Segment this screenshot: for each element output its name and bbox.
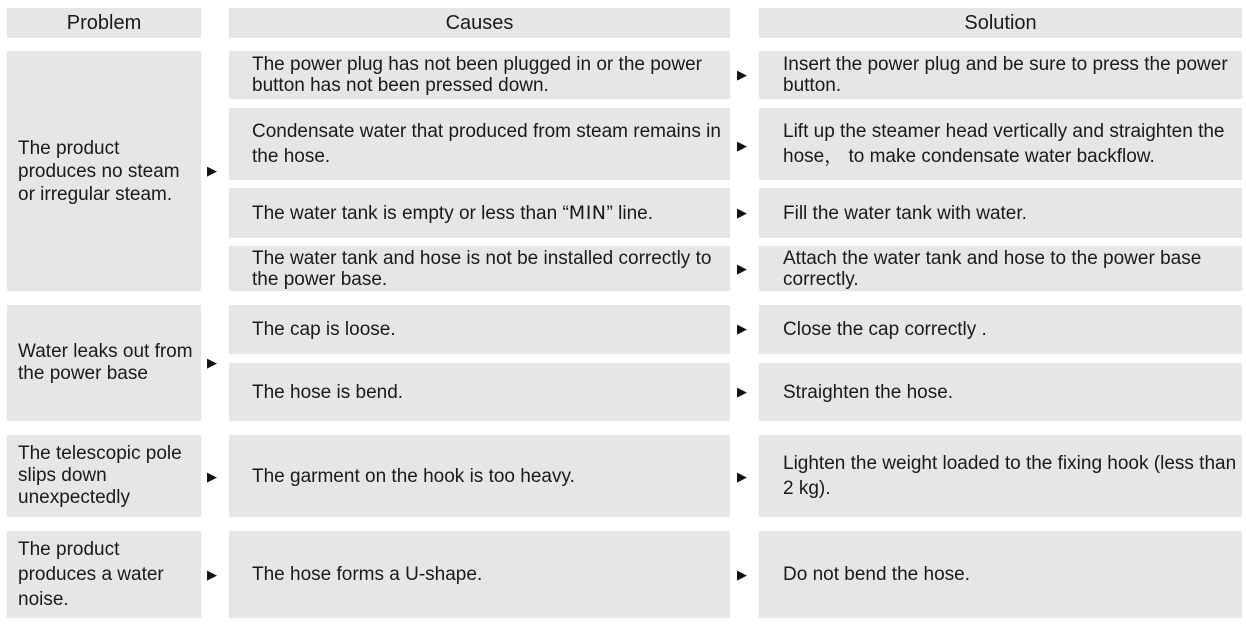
cause-line: Condensate water that produced from steam [252,121,628,142]
solution-line: Straighten the hose. [783,381,954,403]
cause-line: The power plug has not been plugged in or the [252,54,645,75]
solution-cell [759,435,1242,517]
problem-line: Water leaks out [18,341,150,362]
arrow-icon: ▶ [207,469,217,484]
problem-line: The telescopic [18,443,141,464]
cause-line: remains in the hose. [252,121,721,167]
problem-line: pole slips down [18,443,182,486]
arrow-icon: ▶ [737,138,747,153]
min-mark: MIN [568,201,607,224]
solution-cell [759,51,1242,99]
cause-line: correctly to the power base. [252,247,712,290]
solution-line: (less than 2 kg). [783,453,1237,499]
solution-line: Do not bend the hose. [783,564,970,585]
solution-line: Lighten the weight loaded to the fixing hook [783,453,1149,474]
header-problem: Problem [7,8,201,38]
solution-line: Close the cap correctly . [783,319,987,340]
problem-line: The product [18,137,120,159]
cause-line: The hose is bend. [252,381,404,403]
problem-line: The product [18,539,120,560]
solution-cell [759,246,1242,291]
solution-cell [759,531,1242,618]
quote-open: “ [562,202,569,224]
solution-line: the hose， to make condensate water backflow. [783,121,1225,167]
header-causes: Causes [229,8,730,38]
problem-line: water noise. [18,564,164,610]
arrow-icon: ▶ [737,205,747,220]
arrow-icon: ▶ [737,567,747,582]
problem-line: base [106,363,148,384]
cause-cell [229,305,730,354]
problem-line: produces no steam [18,160,180,182]
arrow-icon: ▶ [737,469,747,484]
cause-line: The hose forms a U-shape. [252,564,483,585]
cause-cell [229,363,730,421]
cause-line: The garment on the hook is too heavy. [252,465,575,487]
problem-cell-water-leaks [7,305,201,421]
solution-cell [759,305,1242,354]
quote-close-text: ” line. [606,202,653,224]
problem-cell-water-noise [7,531,201,618]
arrow-icon: ▶ [207,355,217,370]
cause-line: power button has not been pressed down. [252,54,702,96]
solution-line: the power button. [783,54,1228,96]
solution-line: Insert the power plug and be sure to press [783,54,1139,75]
cause-line [562,203,653,224]
cause-line: The water tank and hose is not be installed [252,247,614,269]
header-solution: Solution [759,8,1242,38]
cause-cell [229,51,730,99]
arrow-icon: ▶ [207,567,217,582]
solution-cell [759,363,1242,421]
cause-line: The water tank is empty or less than [252,202,558,224]
solution-line: Attach the water tank and hose to the power [783,247,1155,269]
cause-line: The cap is loose. [252,319,396,340]
cause-cell [229,188,730,238]
arrow-icon: ▶ [207,163,217,178]
solution-cell [759,188,1242,238]
cause-cell [229,531,730,618]
arrow-icon: ▶ [737,321,747,336]
solution-line: Fill the water tank with water. [783,202,1027,224]
problem-cell-no-steam [7,51,201,291]
arrow-icon: ▶ [737,67,747,82]
problem-line: from the power [18,341,193,384]
solution-line: Lift up the steamer head vertically and straighten [783,121,1193,142]
cause-cell [229,435,730,517]
arrow-icon: ▶ [737,261,747,276]
problem-cell-pole-slips [7,435,201,517]
arrow-icon: ▶ [737,384,747,399]
problem-line: or irregular steam. [18,183,173,205]
problem-line: produces a [18,564,113,585]
cause-cell [229,108,730,180]
solution-line: base correctly. [783,247,1202,290]
solution-cell [759,108,1242,180]
cause-cell [229,246,730,291]
problem-line: unexpectedly [18,487,130,508]
